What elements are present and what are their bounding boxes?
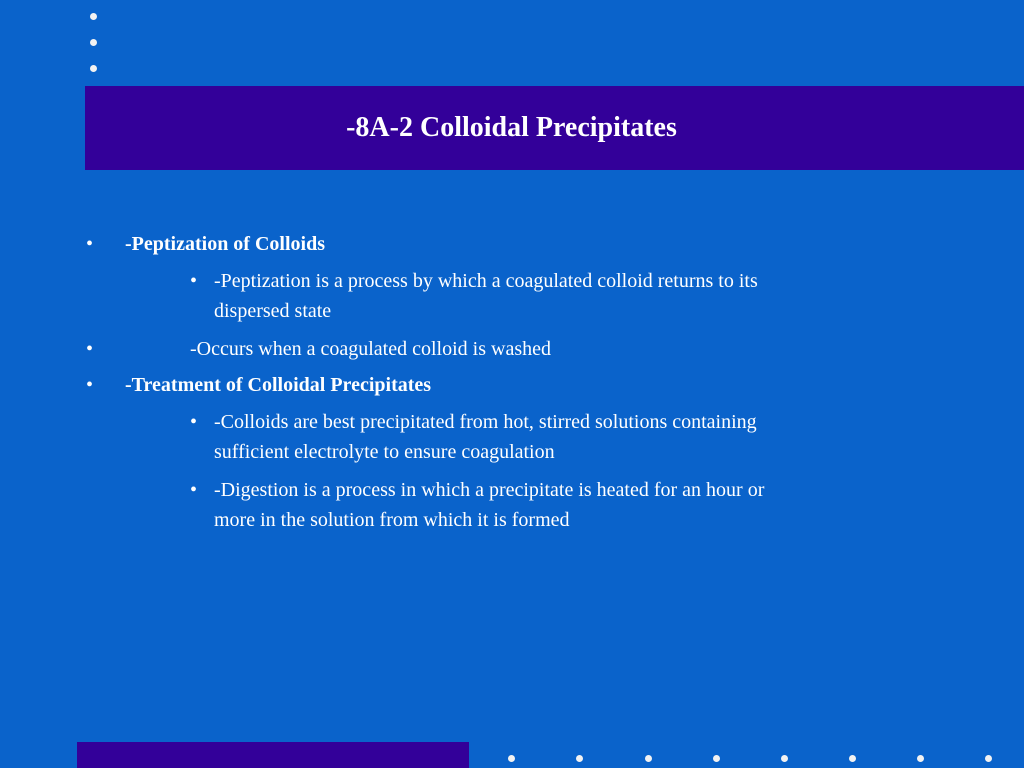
decor-dot (985, 755, 992, 762)
bullet-icon: • (190, 411, 198, 433)
decor-dot (713, 755, 720, 762)
bullet-text-continued: more in the solution from which it is formed (214, 509, 570, 531)
footer-bar (77, 742, 469, 768)
bullet-heading-treatment: -Treatment of Colloidal Precipitates (125, 374, 432, 396)
bullet-icon: • (86, 374, 94, 396)
bullet-icon: • (86, 233, 94, 255)
bullet-text: -Occurs when a coagulated colloid is washed (190, 338, 551, 360)
bullet-text: -Peptization is a process by which a coagulated colloid returns to its (214, 270, 758, 292)
decor-dot (576, 755, 583, 762)
bullet-text: -Digestion is a process in which a precipitate is heated for an hour or (214, 479, 765, 501)
bullet-icon: • (190, 479, 198, 501)
bullet-text-continued: dispersed state (214, 300, 332, 322)
decor-dot (645, 755, 652, 762)
bullet-text-continued: sufficient electrolyte to ensure coagulation (214, 441, 555, 463)
bullet-heading-peptization: -Peptization of Colloids (125, 233, 325, 255)
decor-dot (781, 755, 788, 762)
bullet-icon: • (86, 338, 94, 360)
bullet-icon: • (190, 270, 198, 292)
decor-dot (917, 755, 924, 762)
slide-title: -8A-2 Colloidal Precipitates (346, 112, 677, 143)
decor-dot (849, 755, 856, 762)
decor-dot (508, 755, 515, 762)
bullet-text: -Colloids are best precipitated from hot, stirred solutions containing (214, 411, 757, 433)
